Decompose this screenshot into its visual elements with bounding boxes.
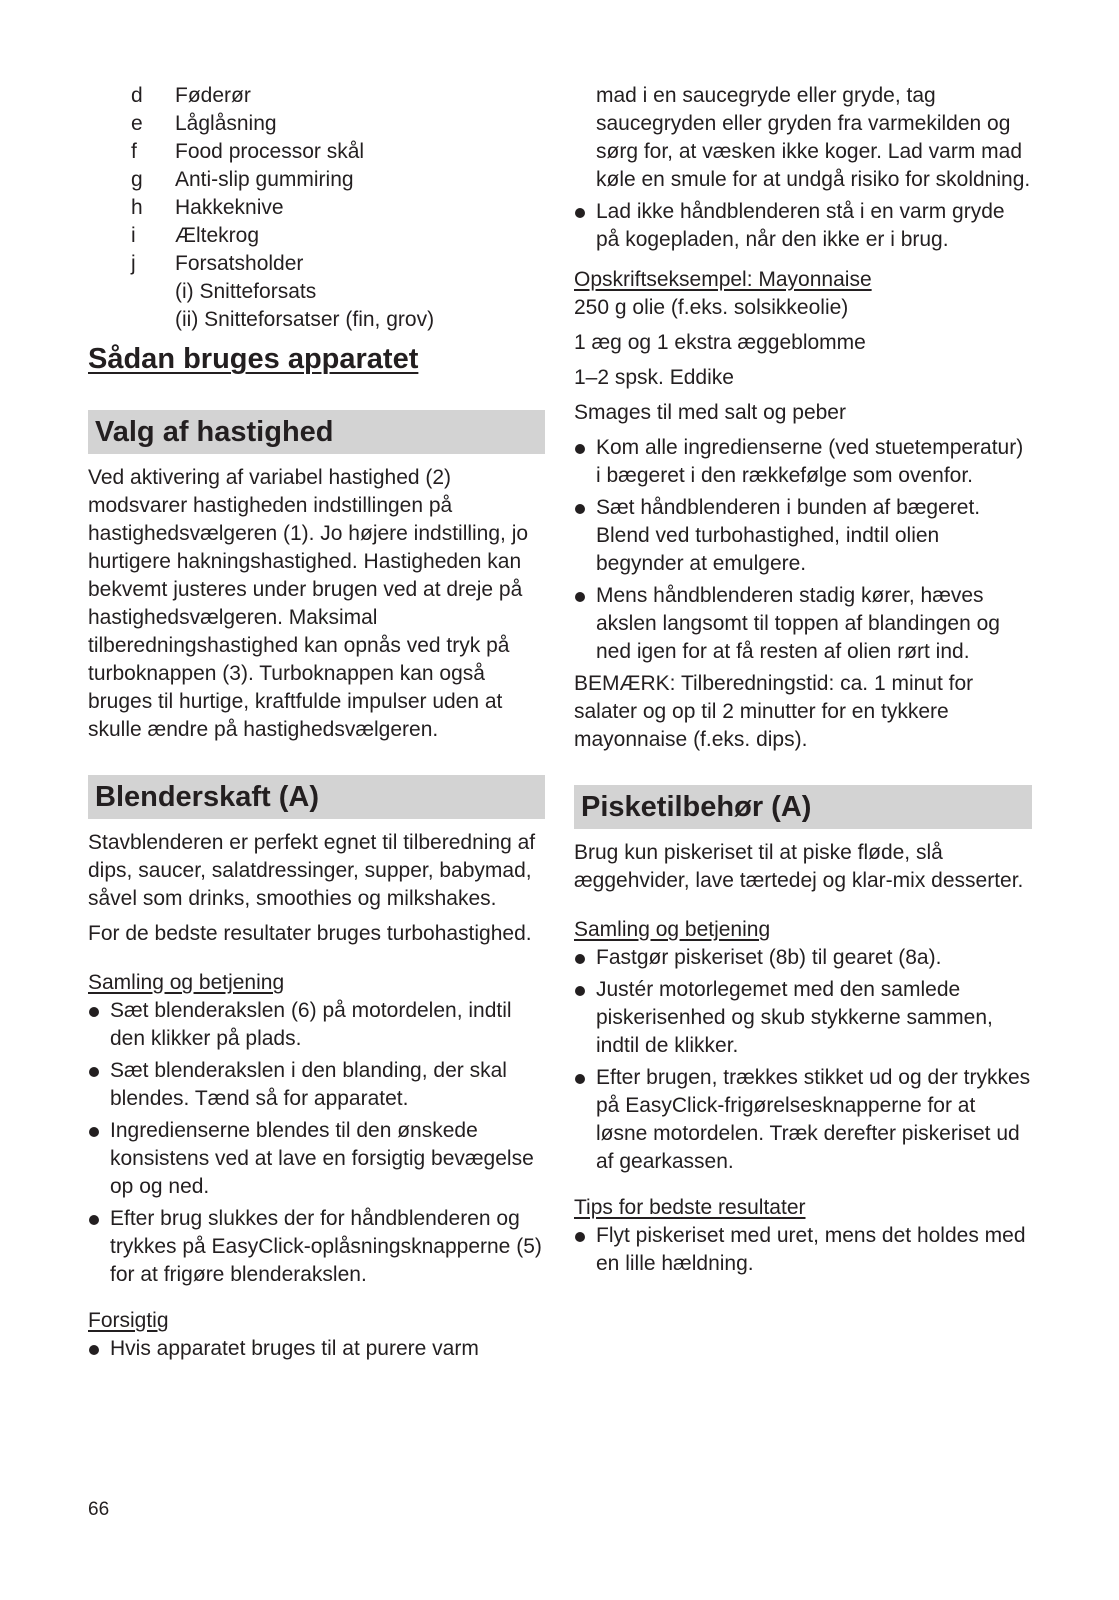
recipe-ingredient: 1–2 spsk. Eddike [574,366,734,389]
parts-list-item [131,222,545,250]
list-item: Ingredienserne blendes til den ønskede konsistens ved at lave en forsigtig bevægelse op og ned. [88,1117,545,1201]
parts-list-item [131,250,545,278]
list-item: Sæt håndblenderen i bunden af bægeret. Blend ved turbohastighed, indtil olien begynder at emulgere. [574,494,1032,578]
whisk-assembly-heading: Samling og betjening [574,918,771,941]
parts-list-item [131,110,545,138]
blender-assembly-heading: Samling og betjening [88,971,285,994]
parts-list-item [131,194,545,222]
section-heading-blender: Blenderskaft (A) [88,775,545,819]
parts-list [88,82,545,334]
tips-heading: Tips for bedste resultater [574,1196,806,1219]
section-heading-whisk: Pisketilbehør (A) [574,785,1032,829]
part-label: Anti-slip gummiring [175,168,354,191]
main-heading: Sådan bruges apparatet [88,343,419,375]
list-item: Lad ikke håndblenderen stå i en varm gryde på kogepladen, når den ikke er i brug. [574,198,1032,254]
part-sub-item: (ii) Snitteforsatser (fin, grov) [175,308,435,331]
recipe-heading: Opskriftseksempel: Mayonnaise [574,268,872,291]
list-item: Justér motorlegemet med den samlede piskerisenhed og skub stykkerne sammen, indtil de klikker. [574,976,1032,1060]
list-item: Fastgør piskeriset (8b) til gearet (8a). [574,944,1032,972]
part-letter: d [131,84,143,107]
parts-list-item [131,82,545,110]
caution-list [88,1335,545,1363]
page-number: 66 [88,1499,110,1520]
list-item: Hvis apparatet bruges til at purere varm [88,1335,545,1363]
part-label: Food processor skål [175,140,365,163]
tips-list [574,1222,1032,1278]
left-column [88,82,545,1367]
part-letter: j [131,252,136,275]
part-letter: e [131,112,143,135]
parts-list-item [131,166,545,194]
whisk-assembly-list [574,944,1032,1176]
recipe-note: BEMÆRK: Tilberedningstid: ca. 1 minut for salater og op til 2 minutter for en tykkere mayonnaise (f.eks. dips). [574,672,974,751]
part-label: Føderør [175,84,251,107]
list-item: Efter brug slukkes der for håndblenderen og trykkes på EasyClick-oplåsningsknapperne (5) for at frigøre blenderakslen. [88,1205,545,1289]
recipe-ingredient: 1 æg og 1 ekstra æggeblomme [574,331,866,354]
recipe-ingredient: Smages til med salt og peber [574,401,846,424]
list-item: Flyt piskeriset med uret, mens det holdes med en lille hældning. [574,1222,1032,1278]
list-item: Efter brugen, trækkes stikket ud og der trykkes på EasyClick-frigørelsesknapperne for at løsne motordelen. Træk derefter piskeriset ud af gearkassen. [574,1064,1032,1176]
recipe-steps [574,434,1032,666]
recipe-ingredient: 250 g olie (f.eks. solsikkeolie) [574,296,849,319]
list-item: Kom alle ingredienserne (ved stuetemperatur) i bægeret i den rækkefølge som ovenfor. [574,434,1032,490]
right-column [574,82,1032,1282]
list-item: Sæt blenderakslen i den blanding, der skal blendes. Tænd så for apparatet. [88,1057,545,1113]
part-sub-item: (i) Snitteforsats [175,280,317,303]
part-letter: f [131,140,137,163]
list-item: Mens håndblenderen stadig kører, hæves akslen langsomt til toppen af blandingen og ned igen for at få resten af olien rørt ind. [574,582,1032,666]
blender-body-1: Stavblenderen er perfekt egnet til tilberedning af dips, saucer, salatdressinger, supper, babymad, såvel som drinks, smoothies og milkshakes. [88,831,536,910]
part-label: Forsatsholder [175,252,304,275]
part-label: Æltekrog [175,224,260,247]
caution-list-continued [574,82,1032,254]
part-letter: i [131,224,136,247]
part-letter: g [131,168,143,191]
speed-body: Ved aktivering af variabel hastighed (2) modsvarer hastigheden indstillingen på hastighedsvælgeren (1). Jo højere indstilling, jo hurtigere hakningshastighed. Hastigheden kan bekvemt justeres under brugen ved at dreje på hastighedsvælgeren. Maksimal tilberedningshastighed kan opnås ved tryk på turboknappen (3). Turboknappen kan også bruges til hurtige, kraftfulde impulser uden at skulle ændre på hastighedsvælgeren. [88,466,529,741]
caution-heading: Forsigtig [88,1309,169,1332]
section-heading-speed: Valg af hastighed [88,410,545,454]
part-label: Hakkeknive [175,196,284,219]
part-letter: h [131,196,143,219]
blender-assembly-list [88,997,545,1289]
parts-list-item [131,138,545,166]
part-label: Låglåsning [175,112,277,135]
list-item: mad i en saucegryde eller gryde, tag saucegryden eller gryden fra varmekilden og sørg for, at væsken ikke koger. Lad varm mad køle en smule for at undgå risiko for skoldning. [596,84,1031,191]
blender-body-2: For de bedste resultater bruges turbohastighed. [88,922,532,945]
whisk-body: Brug kun piskeriset til at piske fløde, slå æggehvider, lave tærtedej og klar-mix desserter. [574,841,1024,892]
list-item: Sæt blenderakslen (6) på motordelen, indtil den klikker på plads. [88,997,545,1053]
